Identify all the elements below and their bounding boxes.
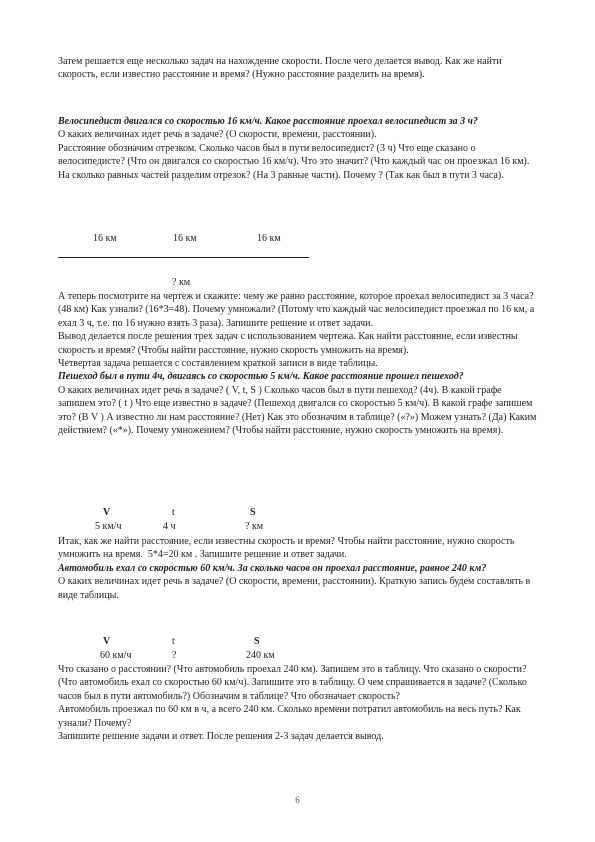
- paragraph: Расстояние обозначим отрезком. Сколько часов был в пути велосипедист? (3 ч) Что еще сказано о велосипедисте? (Что он двигался со скоростью 16 км/ч). Что это значит? (Что каждый час он проезжал 16 км). На сколько равных частей разделим отрезок? (На 3 равные части). Почему ? (Так как был в пути 3 часа).: [58, 142, 530, 181]
- text-run: Итак, как же найти расстояние, если известны скорость и время? Чтобы найти расстояние, нужно скорость умножить на время.: [58, 536, 515, 561]
- task-cyclist-section: [58, 115, 540, 182]
- paragraph: Запишите решение задачи и ответ. После решения 2-3 задач делается вывод.: [58, 731, 384, 743]
- paragraph: Автомобиль проезжал по 60 км в ч, а всего 240 км. Сколько времени потратил автомобиль на весь путь? Как узнали? Почему?: [58, 704, 521, 729]
- segment-label: 16 км: [173, 233, 197, 244]
- value-v: 60 км/ч: [100, 650, 132, 661]
- task-pedestrian: Пешеход был в пути 4ч, двигаясь со скоростью 5 км/ч. Какое расстояние прошел пешеход?: [58, 371, 464, 383]
- value-v: 5 км/ч: [95, 521, 122, 532]
- final-section: [58, 663, 540, 743]
- segment-label: 16 км: [257, 233, 281, 244]
- paragraph: О каких величинах идет речь в задаче? (О скорости, времени, расстоянии). Краткую запись будем составлять в виде таблицы.: [58, 576, 531, 601]
- header-v: V: [103, 636, 111, 647]
- distance-segment-line: [58, 257, 309, 258]
- header-v: V: [103, 507, 111, 518]
- conclusion-task-car-section: [58, 535, 540, 602]
- text-run: 5*4=20 км . Запишите решение и ответ задачи.: [147, 549, 347, 561]
- value-s: ? км: [245, 521, 264, 532]
- header-t: t: [172, 636, 175, 647]
- paragraph: Что сказано о расстоянии? (Что автомобиль проехал 240 км). Запишем это в таблицу. Что сказано о скорости? (Что автомобиль ехал со скоростью 60 км/ч). Запишите это в таблицу. О чем спрашивается в задаче? (Сколько часов был в пути автомобиль?) Обозначим в таблице? Что обозначает скорость?: [58, 664, 527, 702]
- header-s: S: [250, 507, 256, 518]
- paragraph-speed-conclusion: [58, 55, 540, 82]
- page-number: 6: [295, 795, 300, 805]
- task-cyclist: Велосипедист двигался со скоростью 16 км/ч. Какое расстояние проехал велосипедист за 3 ч?: [58, 116, 478, 127]
- paragraph: Вывод делается после решения трех задач с использованием чертежа. Как найти расстояние, если известны скорость и время? (Чтобы найти расстояние, нужно скорость умножить на время).: [58, 331, 518, 356]
- paragraph: О каких величинах идет речь в задаче? ( V, t, S ) Сколько часов был в пути пешеход? (4ч). В какой графе запишем это? ( t ) Что еще известно в задаче? (Пешеход двигался со скоростью 5 км/ч). В какой графе запишем это? (В V ) А известно ли нам расстояние? (Нет) Как это обозначим в таблице? («?») Можем узнать? (Да) Каким действием? («*»). Почему умножением? (Чтобы найти расстояние, нужно скорость умножить на время).: [58, 384, 537, 437]
- paragraph: Четвертая задача решается с составлением краткой записи в виде таблицы.: [58, 358, 378, 370]
- task-car: Автомобиль ехал со скоростью 60 км/ч. За сколько часов он проехал расстояние, равное 240 км?: [58, 562, 487, 574]
- total-distance-label: ? км: [172, 277, 191, 288]
- paragraph: [58, 535, 540, 562]
- paragraph: Затем решается еще несколько задач на нахождение скорости. После чего делается вывод. Как же найти скорость, если известно расстояние и время? (Нужно расстояние разделить на время).: [58, 56, 502, 81]
- value-t: ?: [172, 650, 177, 661]
- paragraph: О каких величинах идет речь в задаче? (О скорости, времени, расстоянии).: [58, 129, 377, 141]
- header-t: t: [172, 507, 175, 518]
- paragraph: А теперь посмотрите на чертеж и скажите: чему же равно расстояние, которое проехал велосипедист за 3 часа? (48 км) Как узнали? (16*3=48). Почему умножали? (Потому что каждый час велосипедист проезжал по 16 км, а ехал 3 ч, т.е. по 16 нужно взять 3 раза). Запишите решение и ответ задачи.: [58, 291, 535, 329]
- explanation-section: [58, 290, 540, 437]
- value-t: 4 ч: [163, 521, 176, 532]
- header-s: S: [254, 636, 260, 647]
- value-s: 240 км: [246, 650, 275, 661]
- segment-label: 16 км: [93, 233, 117, 244]
